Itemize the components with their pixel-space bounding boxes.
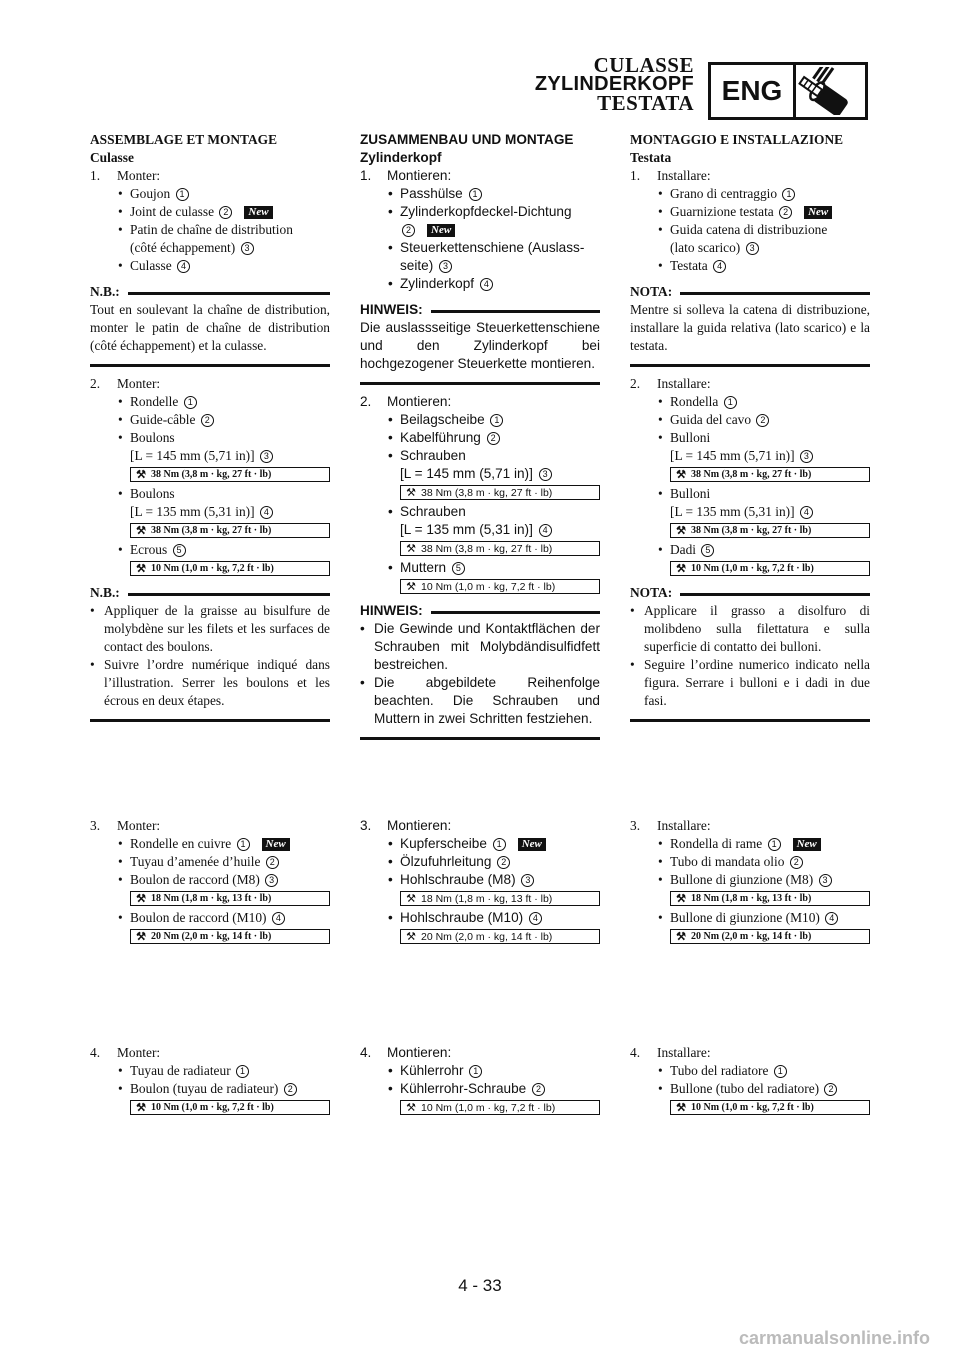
- it-note-1-header: NOTA:: [630, 283, 870, 301]
- section-titles: [534, 53, 694, 115]
- it-step-2: 2. Installare:: [630, 376, 711, 391]
- de-step-3: 3. Montieren: • Kupferscheibe 1 New • Ölzufuhrleitung 2 • Hohlschraube (M8) 3 ⚒ 18 Nm (1,8 m · kg, 13 ft · lb) • Hohlschraube (M10) 4 ⚒ 20 Nm (2,0 m · kg, 14 ft · lb): [360, 817, 600, 947]
- de-step-1: 1. Montieren:: [360, 168, 452, 183]
- divider: [360, 737, 600, 740]
- torque-spec: ⚒ 18 Nm (1,8 m · kg, 13 ft · lb): [130, 891, 330, 906]
- fr-title: ASSEMBLAGE ET MONTAGE: [90, 132, 278, 147]
- wrench-icon: ⚒: [676, 892, 686, 905]
- divider: [630, 719, 870, 722]
- new-part-badge: New: [804, 206, 832, 219]
- wrench-icon: ⚒: [136, 562, 146, 575]
- wrench-icon: ⚒: [406, 1101, 416, 1114]
- footer-watermark: carmanualsonline.info: [738, 1328, 930, 1348]
- torque-spec: ⚒ 20 Nm (2,0 m · kg, 14 ft · lb): [670, 929, 870, 944]
- title-fr: CULASSE: [593, 53, 694, 77]
- torque-spec: ⚒ 38 Nm (3,8 m · kg, 27 ft · lb): [670, 523, 870, 538]
- divider: [90, 364, 330, 367]
- fr-item: • Joint de culasse 2 New: [90, 203, 330, 221]
- new-part-badge: New: [427, 224, 455, 237]
- new-part-badge: New: [262, 838, 290, 851]
- wrench-icon: ⚒: [136, 930, 146, 943]
- wrench-icon: ⚒: [406, 580, 416, 593]
- it-step-1: 1. Installare:: [630, 168, 711, 183]
- wrench-icon: ⚒: [676, 562, 686, 575]
- de-subtitle: Zylinderkopf: [360, 150, 442, 165]
- it-note-1-text: Mentre si solleva la catena di distribuzione, installare la guida relativa (lato scarico) e la testata.: [630, 302, 870, 353]
- torque-spec: ⚒ 38 Nm (3,8 m · kg, 27 ft · lb): [130, 523, 330, 538]
- wrench-icon: ⚒: [136, 468, 146, 481]
- de-step-4: 4. Montieren: • Kühlerrohr 1 • Kühlerrohr-Schraube 2 ⚒ 10 Nm (1,0 m · kg, 7,2 ft · lb): [360, 1044, 600, 1118]
- fr-column: ASSEMBLAGE ET MONTAGE Culasse 1. Monter: • Goujon 1 • Joint de culasse 2 New • Patin de chaîne de distribution (côté échappement) 3 • Culasse 4 N.B.: Tout en soulevant la chaîne de distribution, monter le patin de chaîne de distribution (côté échappement) et la culasse. 2. Monter: • Rondelle 1 • Guide-câble 2 • Boulons [L = 145 mm (5,71 in)] 3 ⚒ 38 Nm (3,8 m · kg, 27 ft · lb) • Boulons [L = 135 mm (5,31 in)] 4 ⚒ 38 Nm (3,8 m · kg, 27 ft · lb) • Ecrous 5 ⚒ 10 Nm (1,0 m · kg, 7,2 ft · lb) N.B.: • Appliquer de la graisse au bisulfure de molybdène sur les filets et les surfaces de contact des boulons. • Suivre l’ordre numérique indiqué dans l’illustration. Serrer les boulons et les écrous en deux étapes.: [90, 131, 330, 730]
- wrench-icon: ⚒: [136, 892, 146, 905]
- wrench-icon: ⚒: [676, 524, 686, 537]
- torque-spec: ⚒ 18 Nm (1,8 m · kg, 13 ft · lb): [670, 891, 870, 906]
- it-subtitle: Testata: [630, 150, 672, 165]
- fr-step-3: 3. Monter: • Rondelle en cuivre 1 New • Tuyau d’amenée d’huile 2 • Boulon de raccord (M8) 3 ⚒ 18 Nm (1,8 m · kg, 13 ft · lb) • Boulon de raccord (M10) 4 ⚒ 20 Nm (2,0 m · kg, 14 ft · lb): [90, 817, 330, 947]
- new-part-badge: New: [518, 838, 546, 851]
- de-note-1-header: HINWEIS:: [360, 301, 600, 319]
- de-title: ZUSAMMENBAU UND MONTAGE: [360, 132, 574, 147]
- wrench-icon: ⚒: [676, 468, 686, 481]
- torque-spec: ⚒ 10 Nm (1,0 m · kg, 7,2 ft · lb): [670, 561, 870, 576]
- wrench-icon: ⚒: [406, 486, 416, 499]
- wrench-icon: ⚒: [406, 930, 416, 943]
- de-note-1-text: Die auslassseitige Steuerkettenschiene und den Zylinderkopf bei hochgezogener Steuerkette montieren.: [360, 320, 600, 371]
- divider: [90, 719, 330, 722]
- it-note-2-header: NOTA:: [630, 584, 870, 602]
- divider: [630, 364, 870, 367]
- wrench-icon: ⚒: [676, 930, 686, 943]
- fr-subtitle: Culasse: [90, 150, 134, 165]
- new-part-badge: New: [793, 838, 821, 851]
- torque-spec: ⚒ 38 Nm (3,8 m · kg, 27 ft · lb): [400, 485, 600, 500]
- de-step-2: 2. Montieren:: [360, 394, 452, 409]
- torque-spec: ⚒ 10 Nm (1,0 m · kg, 7,2 ft · lb): [400, 1100, 600, 1115]
- lang-badge: ENG: [711, 65, 796, 117]
- torque-spec: ⚒ 20 Nm (2,0 m · kg, 14 ft · lb): [400, 929, 600, 944]
- de-column: ZUSAMMENBAU UND MONTAGE Zylinderkopf 1. Montieren: • Passhülse 1 • Zylinderkopfdeckel-Dichtung 2 New • Steuerkettenschiene (Auslass- seite) 3 • Zylinderkopf 4 HINWEIS: Die auslassseitige Steuerkettenschiene und den Zylinderkopf bei hochgezogener Steuerkette montieren. 2. Montieren: • Beilagscheibe 1 • Kabelführung 2 • Schrauben [L = 145 mm (5,71 in)] 3 ⚒ 38 Nm (3,8 m · kg, 27 ft · lb) • Schrauben [L = 135 mm (5,31 in)] 4 ⚒ 38 Nm (3,8 m · kg, 27 ft · lb) • Muttern 5 ⚒ 10 Nm (1,0 m · kg, 7,2 ft · lb) HINWEIS: • Die Gewinde und Kontaktflächen der Schrauben mit Molybdändisulfidfett bestreichen. • Die abgebildete Reihenfolge beachten. Die Schrauben und Muttern in zwei Schritten festziehen.: [360, 131, 600, 748]
- fr-step-1: 1. Monter:: [90, 168, 161, 183]
- wrench-icon: ⚒: [406, 892, 416, 905]
- fr-step-2: 2. Monter:: [90, 376, 161, 391]
- new-part-badge: New: [244, 206, 272, 219]
- wrench-icon: ⚒: [406, 542, 416, 555]
- fr-item: • Patin de chaîne de distribution: [118, 222, 293, 237]
- torque-spec: ⚒ 38 Nm (3,8 m · kg, 27 ft · lb): [670, 467, 870, 482]
- de-note-2-header: HINWEIS:: [360, 602, 600, 620]
- torque-spec: ⚒ 10 Nm (1,0 m · kg, 7,2 ft · lb): [130, 561, 330, 576]
- fr-item: • Culasse 4: [90, 257, 330, 275]
- fr-note-1-text: Tout en soulevant la chaîne de distribution, monter le patin de chaîne de distribution (côté échappement) et la culasse.: [90, 302, 330, 353]
- it-column: MONTAGGIO E INSTALLAZIONE Testata 1. Installare: • Grano di centraggio 1 • Guarnizione testata 2 New • Guida catena di distribuzione (lato scarico) 3 • Testata 4 NOTA: Mentre si solleva la catena di distribuzione, installare la guida relativa (lato scarico) e la testata. 2. Installare: • Rondella 1 • Guida del cavo 2 • Bulloni [L = 145 mm (5,71 in)] 3 ⚒ 38 Nm (3,8 m · kg, 27 ft · lb) • Bulloni [L = 135 mm (5,31 in)] 4 ⚒ 38 Nm (3,8 m · kg, 27 ft · lb) • Dadi 5 ⚒ 10 Nm (1,0 m · kg, 7,2 ft · lb) NOTA: • Applicare il grasso a disolfuro di molibdeno sulla filettatura e sulla superficie di contatto dei bulloni. • Seguire l’ordine numerico indicato nella figura. Serrare i bulloni e i dadi in due fasi.: [630, 131, 870, 730]
- wrench-icon: ⚒: [136, 1101, 146, 1114]
- fr-note-2-header: N.B.:: [90, 584, 330, 602]
- fr-note-1-header: N.B.:: [90, 283, 330, 301]
- it-step-4: 4. Installare: • Tubo del radiatore 1 • Bullone (tubo del radiatore) 2 ⚒ 10 Nm (1,0 m · kg, 7,2 ft · lb): [630, 1044, 870, 1118]
- page-number: 4 - 33: [458, 1276, 502, 1295]
- engine-section-badge: [708, 62, 868, 120]
- it-title: MONTAGGIO E INSTALLAZIONE: [630, 132, 844, 147]
- fr-step-4: 4. Monter: • Tuyau de radiateur 1 • Boulon (tuyau de radiateur) 2 ⚒ 10 Nm (1,0 m · kg, 7,2 ft · lb): [90, 1044, 330, 1118]
- engine-piston-icon: [796, 65, 865, 117]
- fr-item: • Goujon 1: [90, 185, 330, 203]
- torque-spec: ⚒ 20 Nm (2,0 m · kg, 14 ft · lb): [130, 929, 330, 944]
- wrench-icon: ⚒: [676, 1101, 686, 1114]
- torque-spec: ⚒ 10 Nm (1,0 m · kg, 7,2 ft · lb): [400, 579, 600, 594]
- torque-spec: ⚒ 38 Nm (3,8 m · kg, 27 ft · lb): [400, 541, 600, 556]
- title-de: ZYLINDERKOPF: [534, 73, 694, 95]
- divider: [360, 382, 600, 385]
- wrench-icon: ⚒: [136, 524, 146, 537]
- torque-spec: ⚒ 10 Nm (1,0 m · kg, 7,2 ft · lb): [670, 1100, 870, 1115]
- it-step-3: 3. Installare: • Rondella di rame 1 New • Tubo di mandata olio 2 • Bullone di giunzione (M8) 3 ⚒ 18 Nm (1,8 m · kg, 13 ft · lb) • Bullone di giunzione (M10) 4 ⚒ 20 Nm (2,0 m · kg, 14 ft · lb): [630, 817, 870, 947]
- title-it: TESTATA: [597, 91, 694, 115]
- torque-spec: ⚒ 18 Nm (1,8 m · kg, 13 ft · lb): [400, 891, 600, 906]
- torque-spec: ⚒ 38 Nm (3,8 m · kg, 27 ft · lb): [130, 467, 330, 482]
- torque-spec: ⚒ 10 Nm (1,0 m · kg, 7,2 ft · lb): [130, 1100, 330, 1115]
